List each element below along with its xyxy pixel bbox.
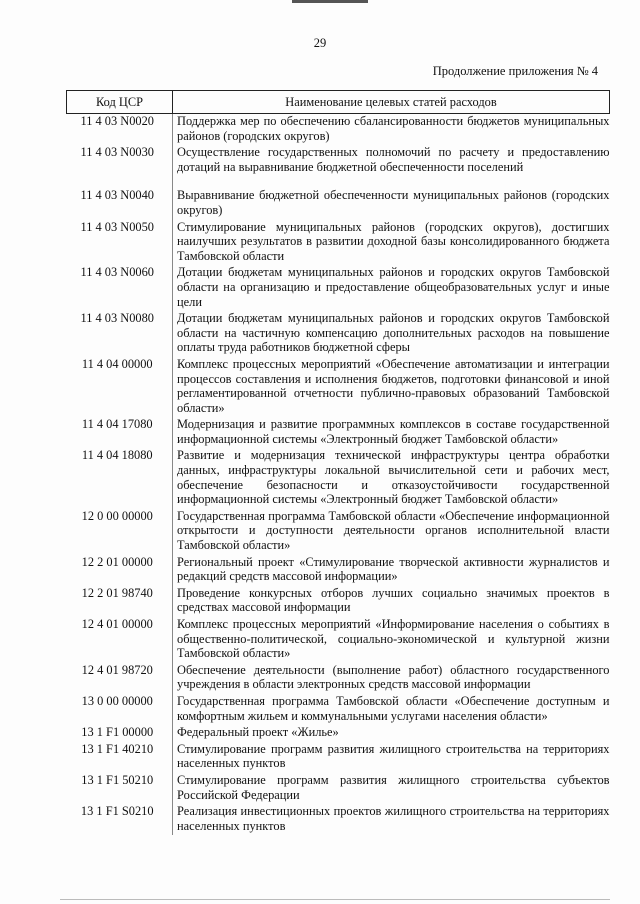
row-code: 13 1 F1 50210	[81, 772, 154, 787]
row-name: Выравнивание бюджетной обеспеченности муниципальных районов (городских округов)	[173, 188, 610, 219]
table-row	[67, 114, 610, 146]
table-row	[67, 617, 610, 663]
row-code: 11 4 04 17080	[81, 417, 153, 432]
table-row	[67, 725, 610, 742]
row-name: Дотации бюджетам муниципальных районов и городских округов Тамбовской области на частичную компенсацию дополнительных расходов на повышение оплаты труда работников бюджетной сферы	[173, 311, 610, 357]
row-name: Стимулирование муниципальных районов (городских округов), достигших наилучших результатов в развитии доходной базы консолидированного бюджета Тамбовской области	[173, 220, 610, 266]
row-code: 13 1 F1 40210	[81, 741, 154, 756]
row-name: Комплекс процессных мероприятий «Информирование населения о событиях в общественно-политической, социально-экономической и культурной жизни Тамбовской области»	[173, 617, 610, 663]
row-code: 11 4 03 N0030	[80, 145, 155, 160]
row-name: Развитие и модернизация технической инфраструктуры центра обработки данных, инфраструктуры локальной вычислительной сети и рабочих мест, обеспечение безопасности и отказоустойчивости государственной информационной системы «Электронный бюджет Тамбовской области»	[173, 448, 610, 508]
table-row	[67, 509, 610, 555]
row-code: 13 0 00 00000	[81, 693, 153, 708]
row-code: 12 4 01 98720	[81, 662, 153, 677]
table-row	[67, 804, 610, 835]
row-name: Поддержка мер по обеспечению сбалансированности бюджетов муниципальных районов (городских округов)	[173, 114, 610, 146]
row-code: 12 2 01 00000	[81, 554, 153, 569]
row-code: 11 4 03 N0060	[80, 265, 155, 280]
row-code: 11 4 03 N0080	[80, 311, 155, 326]
table-row	[67, 555, 610, 586]
table-row	[67, 586, 610, 617]
row-code: 12 4 01 00000	[81, 617, 153, 631]
row-name: Государственная программа Тамбовской области «Обеспечение доступным и комфортным жильем и коммунальными услугами населения области»	[173, 694, 610, 725]
table-row	[67, 357, 610, 417]
table-row	[67, 265, 610, 311]
row-name: Государственная программа Тамбовской области «Обеспечение информационной открытости и доступности деятельности органов исполнительной власти Тамбовской области»	[173, 509, 610, 555]
row-name: Проведение конкурсных отборов лучших социально значимых проектов в средствах массовой информации	[173, 586, 610, 617]
row-code: 11 4 03 N0050	[80, 219, 155, 234]
table-row	[67, 311, 610, 357]
table-header-row	[67, 91, 610, 114]
row-code: 13 1 F1 S0210	[80, 804, 154, 819]
table-body	[67, 114, 610, 836]
page-number: 29	[313, 36, 327, 50]
row-code: 11 4 04 00000	[81, 356, 153, 371]
table-row	[67, 773, 610, 804]
row-name: Стимулирование программ развития жилищного строительства субъектов Российской Федерации	[173, 773, 610, 804]
bottom-scan-edge	[60, 899, 610, 900]
table-row	[67, 220, 610, 266]
row-code: 11 4 03 N0020	[80, 114, 155, 128]
row-name: Дотации бюджетам муниципальных районов и городских округов Тамбовской области на организацию и предоставление общеобразовательных услуг и иные цели	[173, 265, 610, 311]
table-row	[67, 694, 610, 725]
appendix-continuation-label: Продолжение приложения № 4	[432, 64, 598, 78]
row-code: 12 2 01 98740	[81, 585, 153, 600]
table-row	[67, 188, 610, 219]
row-name: Региональный проект «Стимулирование творческой активности журналистов и редакций средств массовой информации»	[173, 555, 610, 586]
row-code: 11 4 03 N0040	[80, 188, 155, 203]
header-code: Код ЦСР	[67, 91, 173, 114]
row-name: Федеральный проект «Жилье»	[173, 725, 610, 742]
row-code: 11 4 04 18080	[81, 448, 153, 463]
row-name: Реализация инвестиционных проектов жилищного строительства на территориях населенных пунктов	[173, 804, 610, 835]
row-name: Модернизация и развитие программных комплексов в составе государственной информационной системы «Электронный бюджет Тамбовской области»	[173, 417, 610, 448]
row-name: Обеспечение деятельности (выполнение работ) областного государственного учреждения в области электронных средств массовой информации	[173, 663, 610, 694]
row-name: Стимулирование программ развития жилищного строительства на территориях населенных пунктов	[173, 742, 610, 773]
header-name: Наименование целевых статей расходов	[173, 91, 610, 114]
row-name: Осуществление государственных полномочий по расчету и предоставлению дотаций на выравнивание бюджетной обеспеченности поселений	[173, 145, 610, 188]
top-edge-mark	[292, 0, 368, 3]
table-row	[67, 417, 610, 448]
row-name: Комплекс процессных мероприятий «Обеспечение автоматизации и интеграции процессов составления и исполнения бюджетов, подготовки финансовой и иной регламентированной отчетности публично-правовых образований Тамбовской области»	[173, 357, 610, 417]
table-row	[67, 742, 610, 773]
table-row	[67, 663, 610, 694]
table-row	[67, 145, 610, 188]
table-row	[67, 448, 610, 508]
row-code: 13 1 F1 00000	[81, 725, 154, 740]
target-expense-table	[66, 90, 610, 835]
row-code: 12 0 00 00000	[81, 508, 153, 523]
